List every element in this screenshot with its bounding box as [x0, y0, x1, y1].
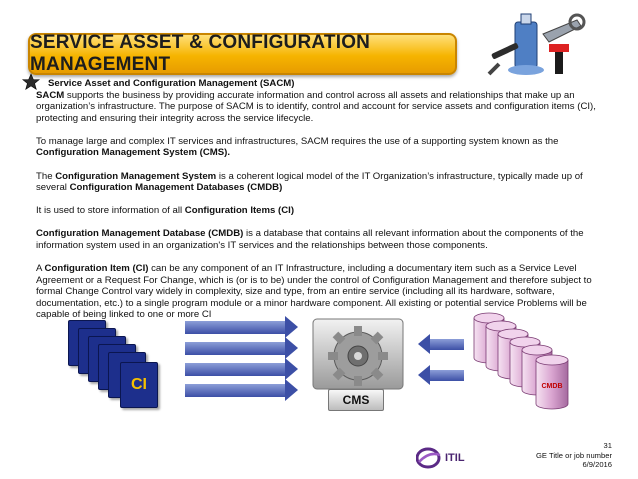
ci-label: CI — [131, 376, 147, 393]
paragraph-sacm: SACM supports the business by providing accurate information and control across all assets and relationships that make up an organization’s infrastructure. The purpose of SACM is to identify, control and account for service assets and configuration items (CI), protecting and ensuring their integrity across the service lifecycle. — [36, 89, 596, 124]
cmdb-label: CMDB — [541, 383, 563, 390]
job-title: GE Title or job number — [536, 450, 612, 460]
cmdb-cylinder-icon — [536, 355, 568, 409]
paragraph-cms: To manage large and complex IT services and infrastructures, SACM requires the use of a supporting system known as the Configuration Management System (CMS). — [36, 135, 559, 159]
slide-footer — [536, 441, 612, 470]
page-title: SERVICE ASSET & CONFIGURATION MANAGEMENT — [30, 32, 371, 75]
paragraph-ci-store: It is used to store information of all Configuration Items (CI) — [36, 205, 295, 217]
arrow-left-icon — [418, 365, 430, 385]
slide-date: 6/9/2016 — [582, 460, 612, 470]
paragraph-cms-model: The Configuration Management System is a coherent logical model of the IT Organization’s infrastructure, typically made up of several Configuration Management Databases (CMDB) — [36, 170, 583, 194]
paragraph-cmdb: Configuration Management Database (CMDB) is a database that contains all relevant information about the components of the information system used in an organization's IT services and the relationships between those components. — [36, 228, 584, 251]
title-banner — [28, 33, 457, 75]
arrow-right-icon — [185, 363, 285, 376]
ci-stack — [68, 320, 188, 410]
page-number: 31 — [603, 441, 612, 450]
cms-label-box — [328, 389, 384, 411]
itil-logo — [416, 447, 465, 469]
cms-gear-icon — [312, 318, 404, 390]
paragraph-ci: A Configuration Item (CI) can be any component of an IT Infrastructure, including a documentary item such as a Service Level Agreement or a Request For Change, which is (or is to be) under the control of Configuration Management and therefore subject to formal Change Control vary widely in complexity, size and type, from an entire service (including all its hardware, software, documentation, etc.) to a single program module or a minor hardware component. All existing or potential service Problems will be capable of being linked to one or more CI — [36, 263, 592, 321]
itil-logo-icon — [416, 447, 442, 469]
arrow-right-icon — [185, 342, 285, 355]
arrow-right-icon — [185, 384, 285, 397]
arrow-left-icon — [418, 334, 430, 354]
star-bullet-icon — [22, 73, 40, 91]
cmdb-stack — [470, 312, 582, 418]
ci-card-front — [120, 362, 158, 408]
section-heading — [36, 78, 596, 90]
heading-text: Service Asset and Configuration Management (SACM) — [48, 78, 295, 89]
body-text — [36, 78, 596, 333]
itil-logo-text: ITIL — [445, 452, 465, 464]
cms-label: CMS — [342, 393, 370, 407]
arrow-right-icon — [185, 321, 285, 334]
tools-illustration — [485, 8, 595, 80]
